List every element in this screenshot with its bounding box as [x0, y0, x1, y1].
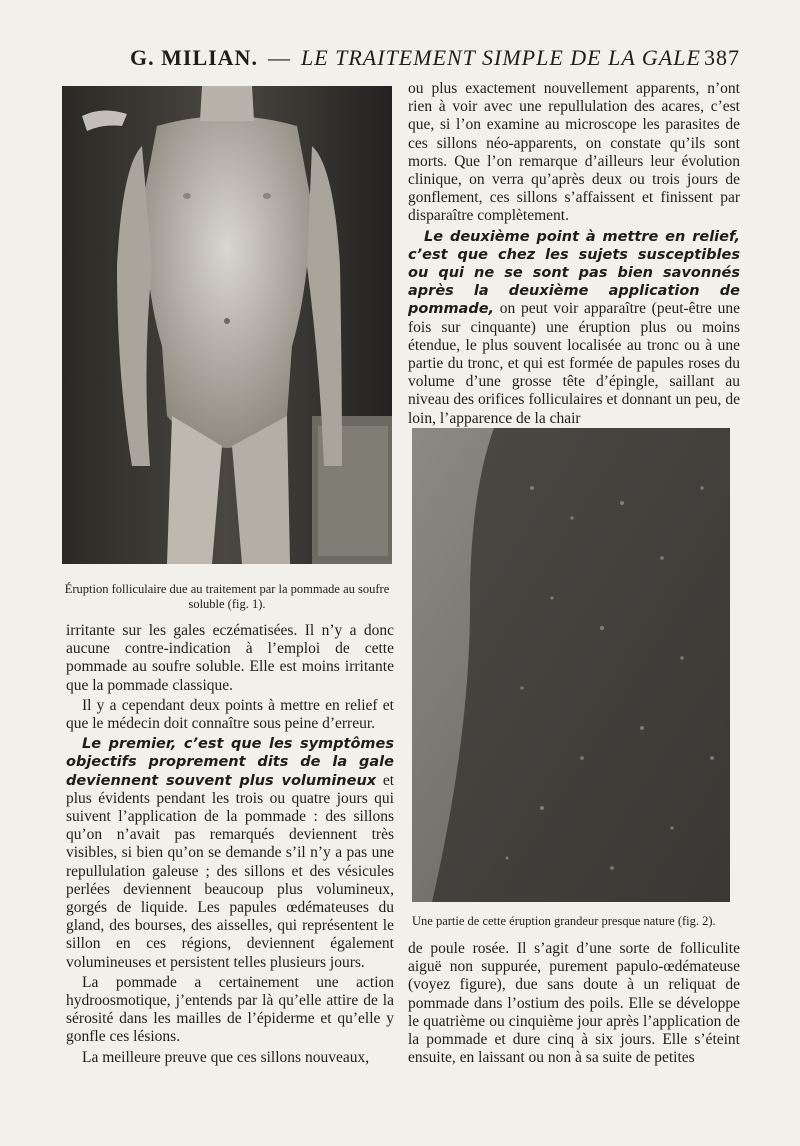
text-column-right-bottom [408, 940, 740, 1067]
paragraph: La pommade a certainement une action hydroosmotique, j’entends par là qu’elle attire de la sérosité dans les mailles de l’épiderme et qu’elle y gonfle ces lésions. [66, 973, 394, 1046]
figure-2-photo [412, 428, 730, 902]
emphasis: Le deuxième point à mettre en relief, c’est que chez les sujets susceptibles ou qui ne se sont pas bien savonnés après la deuxième application de pommade, [408, 228, 740, 318]
paragraph: La meilleure preuve que ces sillons nouveaux, [82, 1048, 370, 1066]
emphasis: Le premier, c’est que les symptômes objectifs proprement dits de la gale deviennent souvent plus volumineux [66, 736, 394, 789]
paragraph [66, 735, 394, 972]
paragraph-text: et plus évidents pendant les trois ou quatre jours qui suivent l’application de la pommade : des sillons qu’on n’avait pas remarqués deviennent très visibles, si bien qu’on se demande s’il n’y a pas une repullulation galeuse ; des sillons et des vésicules perlées deviennent beaucoup plus volumineux, gorgés de liquide. Les papules œdémateuses du gland, des bourses, des aisselles, qui représentent le sillon en ces régions, deviennent également volumineuses et persistent telles plusieurs jours. [66, 771, 395, 971]
paragraph [408, 228, 740, 428]
running-head [130, 40, 740, 76]
paragraph: de poule rosée. Il s’agit d’une sorte de folliculite aiguë non suppurée, purement papulo-œdémateuse (voyez figure), due sans doute à un reliquat de pommade dans l’ostium des poils. Elle se développe le quatrième ou cinquième jour après l’application de la pommade et dure cinq à six jours. Elle s’éteint ensuite, en laissant ou non à sa suite de petites [408, 940, 740, 1067]
text-column-left-bottom [66, 622, 394, 1067]
figure-2-caption: Une partie de cette éruption grandeur presque nature (fig. 2). [412, 914, 716, 928]
paragraph: irritante sur les gales eczématisées. Il n’y a donc aucune contre-indication à l’emploi de cette pommade au soufre soluble. Elle est moins irritante que la pommade classique. [66, 622, 394, 694]
figure-1-photo [62, 86, 392, 564]
figure-1-caption: Éruption folliculaire due au traitement par la pommade au soufre soluble (fig. 1). [64, 582, 390, 611]
paragraph: Il y a cependant deux points à mettre en relief et que le médecin doit connaître sous peine d’erreur. [66, 696, 394, 733]
paragraph: ou plus exactement nouvellement apparents, n’ont rien à voir avec une repullulation des acares, c’est que, si l’on examine au microscope les parasites de ces sillons néo-apparents, on constate qu’ils sont morts. Que l’on remarque d’ailleurs leur évolution clinique, on verra qu’après deux ou trois jours de gonflement, ces sillons s’affaissent et finissent par disparaître complètement. [408, 80, 740, 225]
header-author: G. MILIAN. [130, 45, 258, 70]
header-dash: — [267, 45, 291, 70]
header-title: LE TRAITEMENT SIMPLE DE LA GALE [300, 45, 701, 70]
paragraph-text: on peut voir apparaître (peut-être une fois sur cinquante) une éruption plus ou moins étendue, le plus souvent localisée au tronc ou à une partie du tronc, et qui est formée de papules roses du volume d’une grosse tête d’épingle, saillant au niveau des orifices folliculaires et donnant un peu, de loin, l’apparence de la chair [408, 300, 740, 427]
text-column-right-top [408, 80, 740, 428]
page-number: 387 [704, 45, 740, 70]
